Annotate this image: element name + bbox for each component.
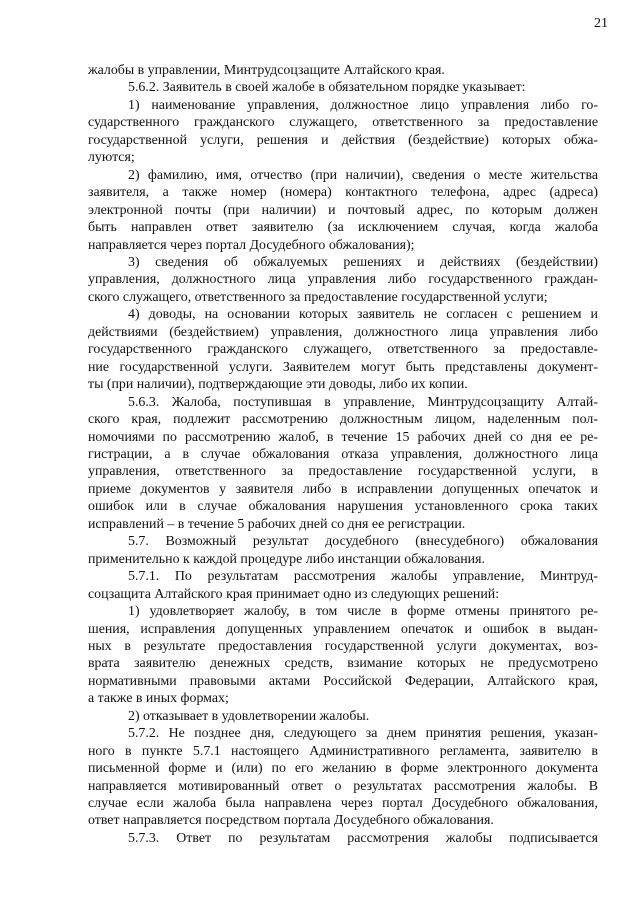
- text-line: письменной форме и (или) по его желанию в форме электронного документа: [88, 761, 598, 777]
- text-line: а также в иных формах;: [88, 691, 229, 707]
- text-line: врата заявителю денежных средств, взимание которых не предусмотрено: [88, 656, 598, 672]
- text-line: 5.6.2. Заявитель в своей жалобе в обязательном порядке указывает:: [128, 80, 526, 96]
- text-line: 3) сведения об обжалуемых решениях и действиях (бездействии): [128, 254, 598, 270]
- paragraph-p-5-7-3: [88, 830, 598, 847]
- text-line: 1) удовлетворяет жалобу, в том числе в форме отмены принятого ре-: [128, 604, 598, 620]
- text-line: гистрации, а в случае обжалования отказа управления, должностного лица: [88, 446, 598, 462]
- paragraph-p-5-6-2-item-3: [88, 254, 598, 306]
- paragraph-p-5-6-2-item-2: [88, 167, 598, 254]
- paragraph-p-5-7: [88, 533, 598, 568]
- paragraph-p-5-7-1-item-2: [88, 708, 598, 725]
- text-line: нормативными правовыми актами Российской Федерации, Алтайского края,: [88, 673, 598, 689]
- text-line: 2) отказывает в удовлетворении жалобы.: [128, 708, 370, 724]
- paragraph-p-5-6-3: [88, 394, 598, 534]
- text-line: ние государственной услуги. Заявителем могут быть представлены документ-: [88, 359, 598, 375]
- text-line: 2) фамилию, имя, отчество (при наличии), сведения о месте жительства: [128, 167, 598, 183]
- paragraph-p-5-7-1: [88, 568, 598, 603]
- paragraph-p-continuation: [88, 62, 598, 79]
- text-line: 4) доводы, на основании которых заявитель не согласен с решением и: [128, 307, 598, 323]
- text-line: шения, исправления допущенных управлением опечаток и ошибок в выдан-: [88, 621, 598, 637]
- paragraph-p-5-7-2: [88, 725, 598, 830]
- text-line: управления, должностного лица управления либо государственного граждан-: [88, 272, 598, 288]
- text-line: ского служащего, ответственного за предоставление государственной услуги;: [88, 289, 548, 305]
- text-line: быть направлен ответ заявителю (за исключением случая, когда жалоба: [88, 220, 598, 236]
- text-line: 5.7.2. Не позднее дня, следующего за днем принятия решения, указан-: [128, 726, 598, 742]
- text-line: 5.7.1. По результатам рассмотрения жалобы управление, Минтруд-: [128, 569, 598, 585]
- text-line: ных в результате предоставления государственной услуги документах, воз-: [88, 638, 598, 654]
- paragraph-p-5-7-1-item-1: [88, 603, 598, 708]
- text-line: 5.7. Возможный результат досудебного (внесудебного) обжалования: [128, 534, 598, 550]
- text-line: сударственного гражданского служащего, ответственного за предоставление: [88, 115, 598, 131]
- paragraph-p-5-6-2: [88, 79, 598, 96]
- text-line: ответ направляется посредством портала Досудебного обжалования.: [88, 813, 494, 829]
- text-line: направляется через портал Досудебного обжалования);: [88, 237, 415, 253]
- document-body: [88, 62, 598, 847]
- paragraph-p-5-6-2-item-4: [88, 306, 598, 393]
- text-line: случае если жалоба была направлена через портал Досудебного обжалования,: [88, 796, 598, 812]
- text-line: ты (при наличии), подтверждающие эти доводы, либо их копии.: [88, 377, 468, 393]
- text-line: соцзащита Алтайского края принимает одно из следующих решений:: [88, 586, 500, 602]
- text-line: применительно к каждой процедуре либо инстанции обжалования.: [88, 551, 485, 567]
- text-line: ошибок или в случае обжалования нарушения установленного срока таких: [88, 499, 598, 515]
- text-line: ного в пункте 5.7.1 настоящего Административного регламента, заявителю в: [88, 743, 598, 759]
- text-line: государственного гражданского служащего, ответственного за предоставле-: [88, 342, 598, 358]
- text-line: номочиями по рассмотрению жалоб, в течение 15 рабочих дней со дня ее ре-: [88, 429, 598, 445]
- page-number: 21: [594, 16, 608, 31]
- text-line: государственной услуги, решения и действия (бездействие) которых обжа-: [88, 132, 598, 148]
- text-line: 5.6.3. Жалоба, поступившая в управление, Минтрудсоцзащиту Алтай-: [128, 394, 598, 410]
- paragraph-p-5-6-2-item-1: [88, 97, 598, 167]
- text-line: ского края, подлежит рассмотрению должностным лицом, наделенным пол-: [88, 412, 598, 428]
- text-line: приеме документов у заявителя либо в исправлении допущенных опечаток и: [88, 481, 598, 497]
- text-line: луются;: [88, 150, 135, 166]
- text-line: жалобы в управлении, Минтрудсоцзащите Алтайского края.: [88, 63, 445, 78]
- text-line: электронной почты (при наличии) и почтовый адрес, по которым должен: [88, 202, 598, 218]
- text-line: исправлений – в течение 5 рабочих дней со дня ее регистрации.: [88, 516, 466, 532]
- text-line: 5.7.3. Ответ по результатам рассмотрения жалобы подписывается: [128, 830, 598, 846]
- text-line: направляется мотивированный ответ о результатах рассмотрения жалобы. В: [88, 778, 598, 794]
- text-line: управления, ответственного за предоставление государственной услуги, в: [88, 464, 598, 480]
- text-line: 1) наименование управления, должностное лицо управления либо го-: [128, 97, 598, 113]
- text-line: действиями (бездействием) управления, должностного лица управления либо: [88, 324, 598, 340]
- text-line: заявителя, а также номер (номера) контактного телефона, адрес (адреса): [88, 185, 598, 201]
